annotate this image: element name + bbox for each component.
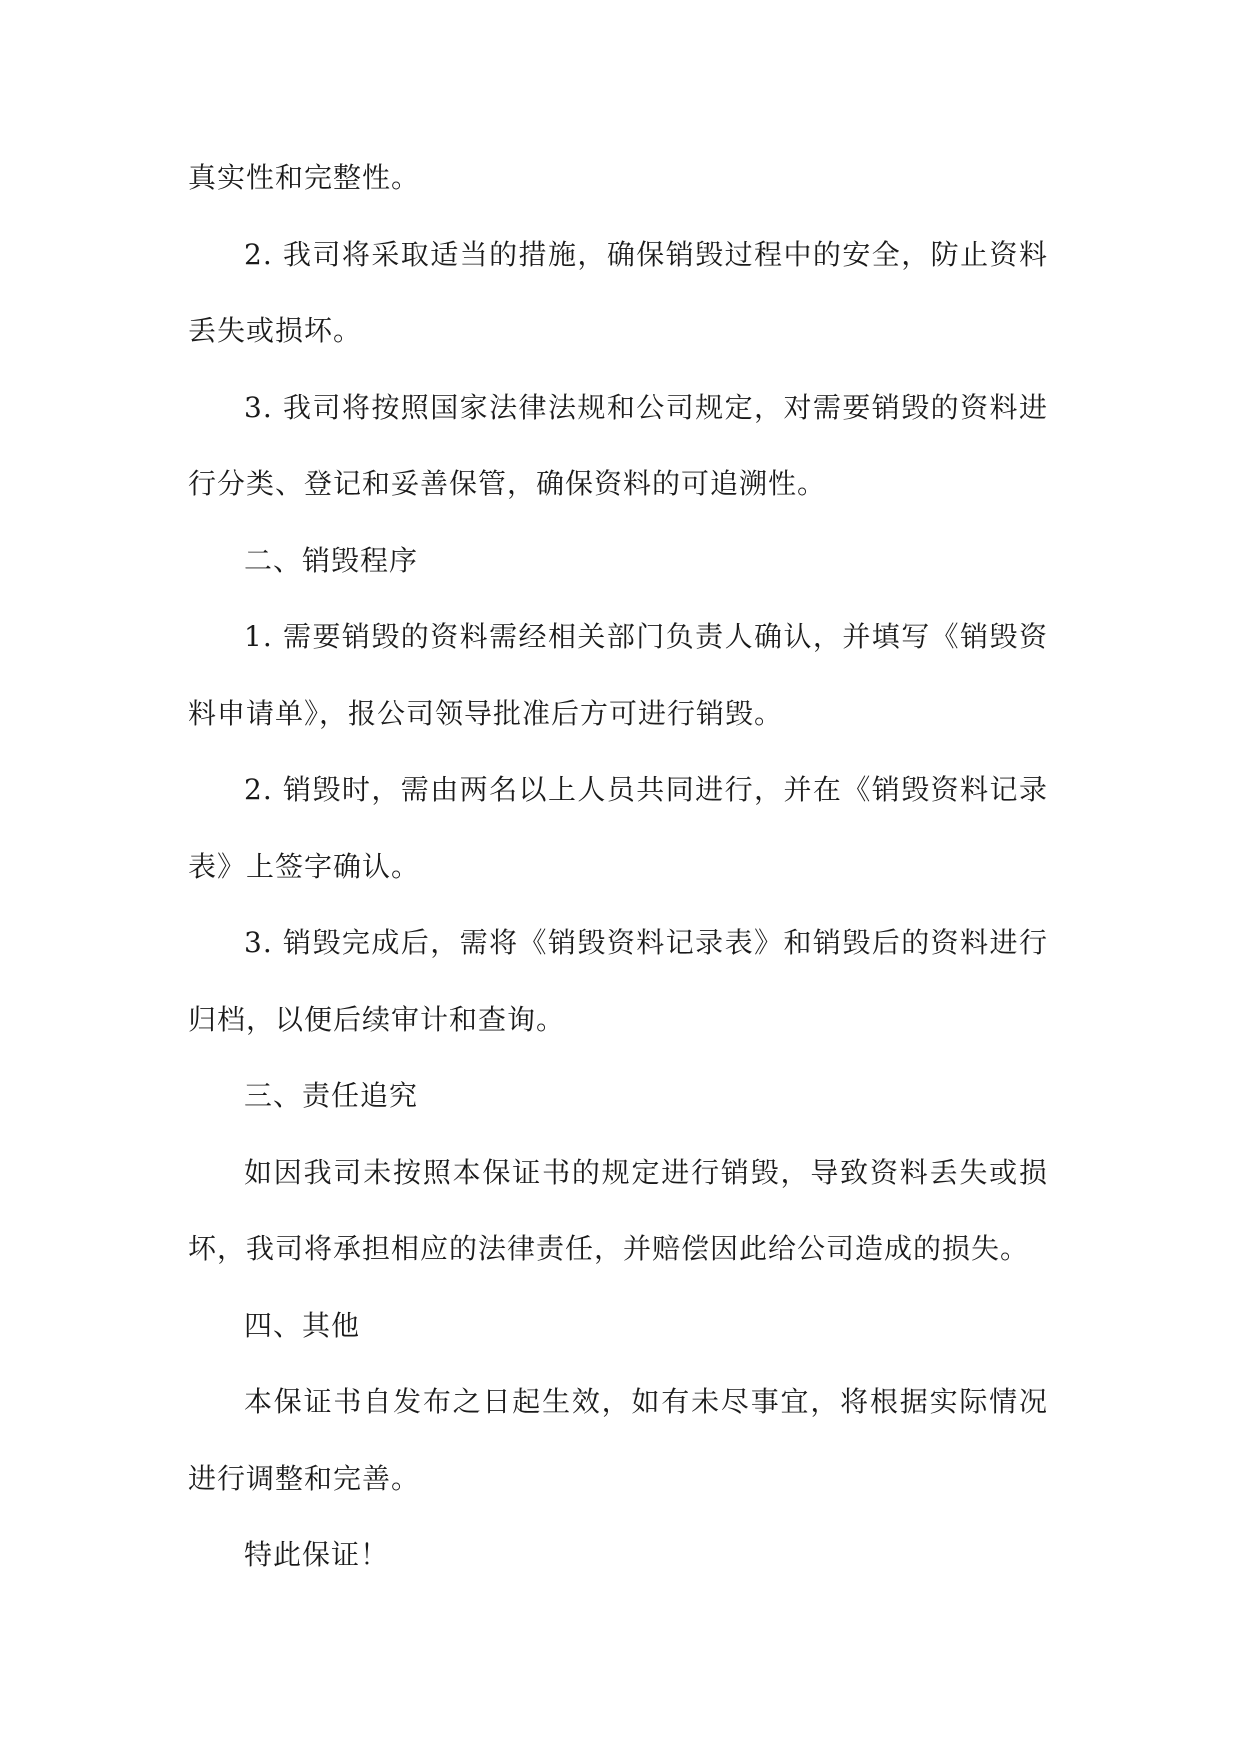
paragraph-item-2-3: 3. 销毁完成后，需将《销毁资料记录表》和销毁后的资料进行归档，以便后续审计和查询。 [188,926,1048,1036]
paragraph-effective: 本保证书自发布之日起生效，如有未尽事宜，将根据实际情况进行调整和完善。 [188,1385,1048,1495]
paragraph-item-1-3: 3. 我司将按照国家法律法规和公司规定，对需要销毁的资料进行分类、登记和妥善保管，确保资料的可追溯性。 [188,390,1048,500]
paragraph-item-1-2: 2. 我司将采取适当的措施，确保销毁过程中的安全，防止资料丢失或损坏。 [188,237,1048,347]
section-heading-3: 三、责任追究 [244,1079,419,1112]
section-heading-4: 四、其他 [244,1308,361,1342]
paragraph-liability: 如因我司未按照本保证书的规定进行销毁，导致资料丢失或损坏，我司将承担相应的法律责任，并赔偿因此给公司造成的损失。 [188,1155,1048,1265]
paragraph-closing: 特此保证！ [244,1538,390,1571]
paragraph-continuation: 真实性和完整性。 [188,161,421,194]
paragraph-item-2-2: 2. 销毁时，需由两名以上人员共同进行，并在《销毁资料记录表》上签字确认。 [188,773,1048,883]
paragraph-item-2-1: 1. 需要销毁的资料需经相关部门负责人确认，并填写《销毁资料申请单》，报公司领导批准后方可进行销毁。 [188,620,1048,730]
section-heading-2: 二、销毁程序 [244,543,419,577]
document-body [188,140,1048,1594]
